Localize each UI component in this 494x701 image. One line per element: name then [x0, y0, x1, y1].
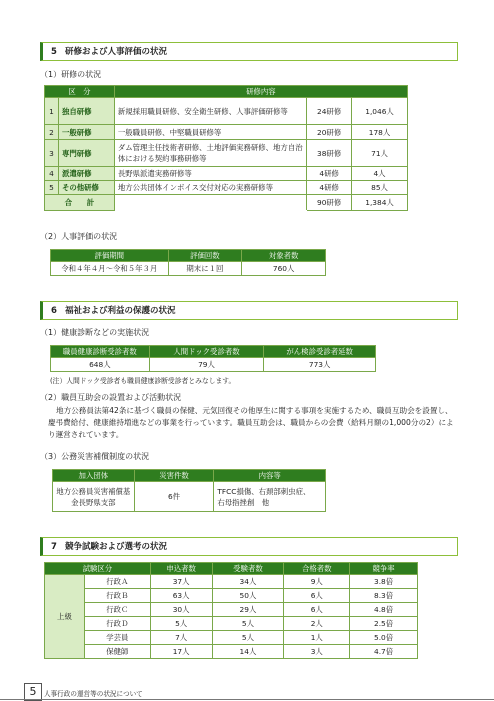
row-number: 3 — [45, 140, 59, 167]
row-people: 4人 — [352, 167, 408, 181]
subheading-health: （1）健康診断などの実施状況 — [40, 328, 150, 337]
exam-ratio: 8.3倍 — [350, 589, 418, 603]
row-content: 地方公共団体インボイス交付対応の実務研修等 — [114, 181, 306, 195]
header-cases: 災害件数 — [134, 470, 214, 482]
row-content: 新規採用職員研修、安全衛生研修、人事評価研修等 — [114, 98, 306, 125]
exam-name: 行政Ｄ — [84, 617, 150, 631]
row-category: 専門研修 — [58, 140, 114, 167]
section-title: 研修および人事評価の状況 — [65, 47, 168, 57]
header-times: 評価回数 — [168, 250, 242, 262]
dock-value: 79人 — [149, 358, 264, 372]
mutual-aid-paragraph: 地方公務員法第42条に基づく職員の保健、元気回復その他厚生に関する事項を実施するため、職員互助会を設置し、慶弔費給付、健康維持増進などの事業を行っています。職員互助会は、職員からの会費（給料月額の1,000分の2）により運営されています。 — [48, 406, 454, 439]
exam-passed: 1人 — [284, 631, 350, 645]
row-count: 24研修 — [307, 98, 352, 125]
header-ratio: 競争率 — [350, 563, 418, 575]
exam-ratio: 4.7倍 — [350, 645, 418, 659]
table-row — [45, 589, 418, 603]
row-people: 71人 — [352, 140, 408, 167]
evaluation-table — [50, 249, 326, 276]
total-row — [45, 195, 408, 211]
total-label: 合 計 — [45, 195, 115, 211]
header-exam-category: 試験区分 — [45, 563, 151, 575]
exam-applicants: 5人 — [150, 617, 212, 631]
section-7-heading — [40, 537, 458, 556]
header-organization: 加入団体 — [53, 470, 135, 482]
row-category: その他研修 — [58, 181, 114, 195]
footer-text: 人事行政の運営等の状況について — [44, 690, 143, 698]
section-6-heading — [40, 301, 458, 320]
table-row — [45, 575, 418, 589]
total-people: 1,384人 — [352, 195, 408, 211]
header-applicants: 申込者数 — [150, 563, 212, 575]
exam-applicants: 7人 — [150, 631, 212, 645]
exam-name: 行政Ａ — [84, 575, 150, 589]
row-content: ダム管理主任技術者研修、土地評価実務研修、地方自治体における契約事務研修等 — [114, 140, 306, 167]
header-cancer: がん検診受診者延数 — [264, 346, 376, 358]
page-number: 5 — [24, 683, 42, 701]
row-people: 1,046人 — [352, 98, 408, 125]
exam-applicants: 63人 — [150, 589, 212, 603]
page-footer — [0, 683, 494, 700]
exam-name: 学芸員 — [84, 631, 150, 645]
header-persons: 対象者数 — [242, 250, 326, 262]
eval-persons: 760人 — [242, 262, 326, 276]
table-row — [45, 167, 408, 181]
eval-period: 令和４年４月～令和５年３月 — [51, 262, 169, 276]
row-category: 派遣研修 — [58, 167, 114, 181]
exam-examinees: 14人 — [212, 645, 284, 659]
exam-ratio: 4.8倍 — [350, 603, 418, 617]
exam-passed: 6人 — [284, 603, 350, 617]
comp-details — [214, 482, 326, 512]
header-content: 研修内容 — [114, 86, 407, 98]
eval-times: 期末に１回 — [168, 262, 242, 276]
table-row — [45, 645, 418, 659]
table-row — [45, 181, 408, 195]
row-count: 4研修 — [307, 167, 352, 181]
comp-details-line1: TFCC損傷、右頚部刺虫症、 — [217, 486, 311, 496]
exam-passed: 2人 — [284, 617, 350, 631]
row-number: 5 — [45, 181, 59, 195]
header-dock: 人間ドック受診者数 — [149, 346, 264, 358]
subheading-training: （1）研修の状況 — [40, 70, 102, 79]
table-row — [45, 617, 418, 631]
exam-ratio: 2.5倍 — [350, 617, 418, 631]
section-5-heading — [40, 42, 458, 61]
header-period: 評価期間 — [51, 250, 169, 262]
exam-ratio: 5.0倍 — [350, 631, 418, 645]
total-blank — [114, 195, 306, 211]
exam-group: 上級 — [45, 575, 85, 659]
health-table — [50, 345, 376, 372]
row-count: 20研修 — [307, 125, 352, 140]
checkups-value: 648人 — [51, 358, 150, 372]
exam-examinees: 5人 — [212, 617, 284, 631]
row-number: 1 — [45, 98, 59, 125]
header-passed: 合格者数 — [284, 563, 350, 575]
row-category: 独自研修 — [58, 98, 114, 125]
row-count: 4研修 — [307, 181, 352, 195]
exam-table — [44, 562, 418, 659]
compensation-table — [52, 469, 326, 512]
exam-passed: 3人 — [284, 645, 350, 659]
total-count: 90研修 — [307, 195, 352, 211]
header-examinees: 受験者数 — [212, 563, 284, 575]
table-row — [45, 125, 408, 140]
row-content: 長野県派遣実務研修等 — [114, 167, 306, 181]
row-people: 85人 — [352, 181, 408, 195]
exam-applicants: 37人 — [150, 575, 212, 589]
exam-examinees: 50人 — [212, 589, 284, 603]
comp-details-line2: 右母指挫創 他 — [217, 497, 270, 507]
section-title: 福祉および利益の保護の状況 — [65, 306, 176, 316]
exam-name: 行政Ｂ — [84, 589, 150, 603]
row-content: 一般職員研修、中堅職員研修等 — [114, 125, 306, 140]
table-row — [45, 140, 408, 167]
row-category: 一般研修 — [58, 125, 114, 140]
comp-cases: 6件 — [134, 482, 214, 512]
exam-passed: 9人 — [284, 575, 350, 589]
comp-organization: 地方公務員災害補償基金長野県支部 — [53, 482, 135, 512]
health-note: (注）人間ドック受診者も職員健康診断受診者とみなします。 — [50, 377, 236, 385]
section-number: 7 — [51, 542, 57, 552]
exam-name: 行政Ｃ — [84, 603, 150, 617]
exam-examinees: 34人 — [212, 575, 284, 589]
row-count: 38研修 — [307, 140, 352, 167]
exam-name: 保健師 — [84, 645, 150, 659]
exam-examinees: 29人 — [212, 603, 284, 617]
subheading-mutual-aid: （2）職員互助会の設置および活動状況 — [40, 393, 182, 402]
exam-applicants: 17人 — [150, 645, 212, 659]
training-table — [44, 85, 408, 211]
row-number: 4 — [45, 167, 59, 181]
exam-passed: 6人 — [284, 589, 350, 603]
exam-applicants: 30人 — [150, 603, 212, 617]
row-people: 178人 — [352, 125, 408, 140]
section-number: 5 — [51, 47, 57, 57]
section-number: 6 — [51, 306, 57, 316]
table-row — [45, 603, 418, 617]
subheading-compensation: （3）公務災害補償制度の状況 — [40, 452, 150, 461]
header-details: 内容等 — [214, 470, 326, 482]
table-row — [45, 631, 418, 645]
exam-ratio: 3.8倍 — [350, 575, 418, 589]
table-row — [45, 98, 408, 125]
header-checkups: 職員健康診断受診者数 — [51, 346, 150, 358]
row-number: 2 — [45, 125, 59, 140]
section-title: 競争試験および選考の状況 — [65, 542, 168, 552]
exam-examinees: 5人 — [212, 631, 284, 645]
header-category: 区 分 — [45, 86, 115, 98]
subheading-evaluation: （2）人事評価の状況 — [40, 232, 118, 241]
cancer-value: 773人 — [264, 358, 376, 372]
